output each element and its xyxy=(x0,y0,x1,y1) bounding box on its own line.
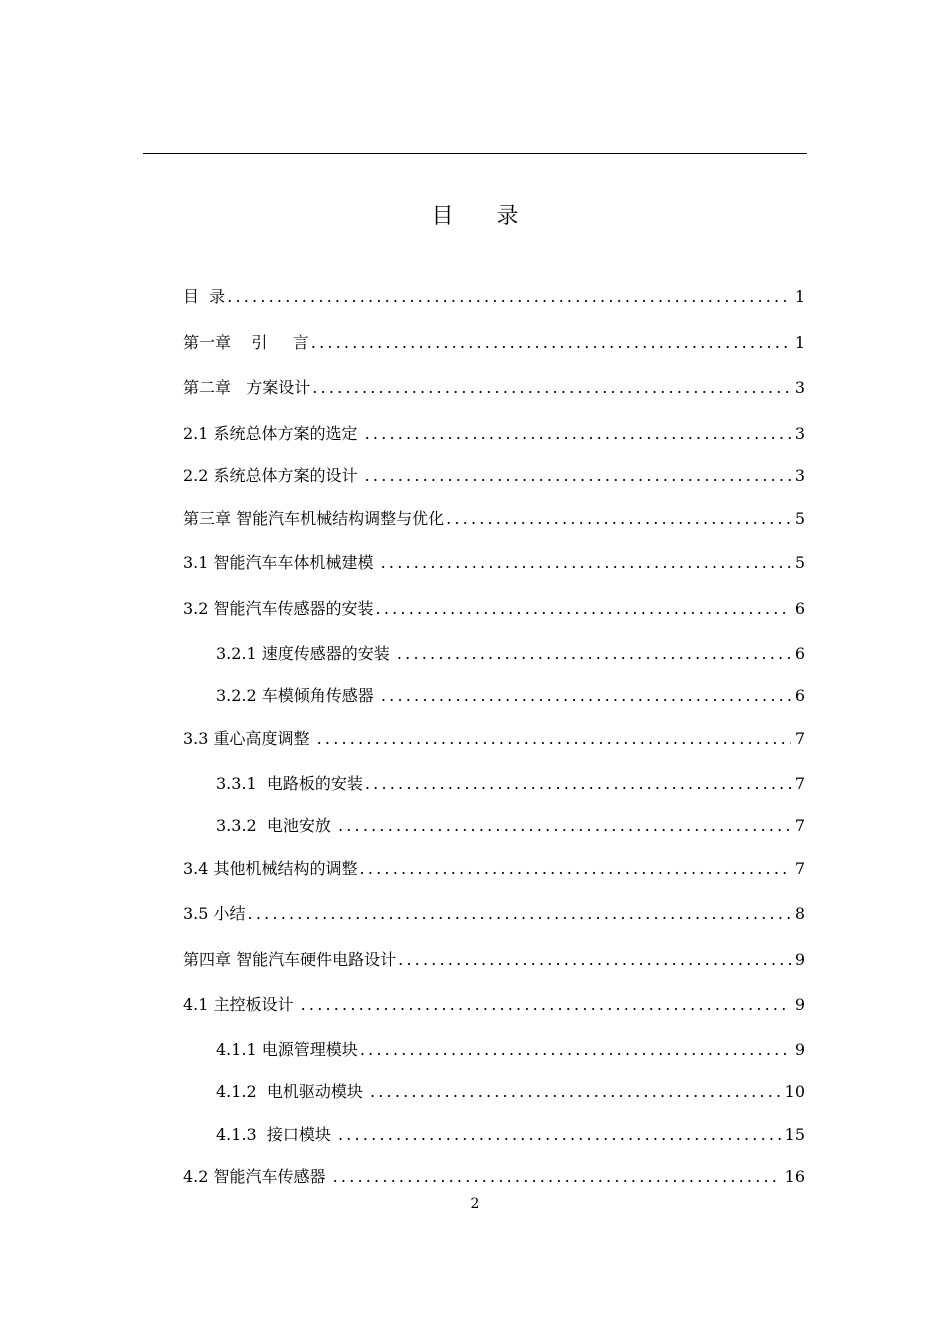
toc-entry-sub[interactable] xyxy=(216,1036,805,1060)
toc-leader-dots xyxy=(370,1082,781,1102)
toc-leader-dots xyxy=(333,1167,781,1187)
toc-entry-label: 4.1.1 电源管理模块 xyxy=(216,1040,358,1059)
toc-entry-label: 3.2 智能汽车传感器的安装 xyxy=(183,599,374,618)
toc-entry-page: 7 xyxy=(794,859,805,878)
toc-entry-page: 6 xyxy=(794,599,805,618)
toc-entry-page: 6 xyxy=(794,644,805,663)
toc-leader-dots xyxy=(365,424,791,444)
toc-leader-dots xyxy=(360,859,791,879)
toc-entry[interactable] xyxy=(183,374,805,398)
toc-entry-sub[interactable] xyxy=(216,1121,805,1145)
toc-leader-dots xyxy=(446,509,791,529)
toc-entry-label: 3.1 智能汽车车体机械建模 xyxy=(183,553,379,572)
toc-entry-sub[interactable] xyxy=(216,682,805,706)
toc-entry[interactable] xyxy=(183,505,805,529)
toc-entry-label: 第二章 方案设计 xyxy=(183,378,311,397)
toc-leader-dots xyxy=(248,904,791,924)
toc-entry-label: 第四章 智能汽车硬件电路设计 xyxy=(183,950,397,969)
toc-entry[interactable] xyxy=(183,991,805,1015)
page-title: 目 录 xyxy=(431,204,537,229)
toc-leader-dots xyxy=(338,1125,781,1145)
toc-entry-label: 第三章 智能汽车机械结构调整与优化 xyxy=(183,509,445,528)
toc-entry-page: 7 xyxy=(794,816,805,835)
toc-entry[interactable] xyxy=(183,855,805,879)
toc-entry-label: 3.3.2 电池安放 xyxy=(216,816,336,835)
toc-entry-label: 3.5 小结 xyxy=(183,904,246,923)
toc-entry-label: 4.1 主控板设计 xyxy=(183,995,299,1014)
toc-entry-page: 8 xyxy=(794,904,805,923)
toc-entry-label: 2.2 系统总体方案的设计 xyxy=(183,466,363,485)
toc-entry-label: 4.1.3 接口模块 xyxy=(216,1125,336,1144)
toc-entry-sub[interactable] xyxy=(216,812,805,836)
toc-entry-page: 1 xyxy=(794,287,805,306)
toc-entry[interactable] xyxy=(183,462,805,486)
toc-leader-dots xyxy=(338,816,791,836)
toc-entry[interactable] xyxy=(183,420,805,444)
toc-entry-page: 7 xyxy=(794,729,805,748)
toc-entry-label: 4.2 智能汽车传感器 xyxy=(183,1167,331,1186)
toc-entry[interactable] xyxy=(183,549,805,573)
toc-leader-dots xyxy=(317,729,791,749)
toc-entry-label: 2.1 系统总体方案的选定 xyxy=(183,424,363,443)
toc-entry-page: 3 xyxy=(794,466,805,485)
toc-entry[interactable] xyxy=(183,595,805,619)
toc-leader-dots xyxy=(381,553,791,573)
toc-entry[interactable] xyxy=(183,725,805,749)
toc-entry-page: 15 xyxy=(784,1125,805,1144)
toc-entry-label: 3.2.2 车模倾角传感器 xyxy=(216,686,379,705)
toc-leader-dots xyxy=(376,599,791,619)
toc-entry-page: 9 xyxy=(794,950,805,969)
toc-entry[interactable] xyxy=(183,946,805,970)
toc-entry[interactable] xyxy=(183,900,805,924)
toc-leader-dots xyxy=(398,950,791,970)
toc-entry-label: 目 录 xyxy=(183,287,226,306)
toc-entry-sub[interactable] xyxy=(216,770,805,794)
toc-leader-dots xyxy=(365,774,791,794)
toc-leader-dots xyxy=(397,644,791,664)
toc-leader-dots xyxy=(227,287,791,307)
toc-entry-page: 5 xyxy=(794,553,805,572)
page-number: 2 xyxy=(470,1196,480,1212)
toc-leader-dots xyxy=(312,378,791,398)
toc-entry-page: 6 xyxy=(794,686,805,705)
toc-entry-sub[interactable] xyxy=(216,640,805,664)
toc-entry-page: 10 xyxy=(784,1082,805,1101)
toc-leader-dots xyxy=(365,466,791,486)
toc-entry-page: 3 xyxy=(794,424,805,443)
toc-entry[interactable] xyxy=(183,283,805,307)
toc-entry-label: 3.3.1 电路板的安装 xyxy=(216,774,363,793)
toc-leader-dots xyxy=(381,686,791,706)
toc-entry-page: 9 xyxy=(794,1040,805,1059)
toc-entry-page: 7 xyxy=(794,774,805,793)
toc-entry-page: 1 xyxy=(794,333,805,352)
toc-entry-label: 3.4 其他机械结构的调整 xyxy=(183,859,358,878)
toc-entry-page: 9 xyxy=(794,995,805,1014)
toc-leader-dots xyxy=(311,333,791,353)
toc-entry-label: 4.1.2 电机驱动模块 xyxy=(216,1082,368,1101)
toc-entry-page: 16 xyxy=(784,1167,805,1186)
toc-entry[interactable] xyxy=(183,1163,805,1187)
toc-entry-label: 第一章 引 言 xyxy=(183,333,309,352)
toc-entry-label: 3.2.1 速度传感器的安装 xyxy=(216,644,395,663)
toc-entry[interactable] xyxy=(183,329,805,353)
toc-entry-page: 3 xyxy=(794,378,805,397)
toc-entry-label: 3.3 重心高度调整 xyxy=(183,729,315,748)
toc-entry-page: 5 xyxy=(794,509,805,528)
toc-leader-dots xyxy=(301,995,791,1015)
toc-entry-sub[interactable] xyxy=(216,1078,805,1102)
toc-leader-dots xyxy=(360,1040,791,1060)
